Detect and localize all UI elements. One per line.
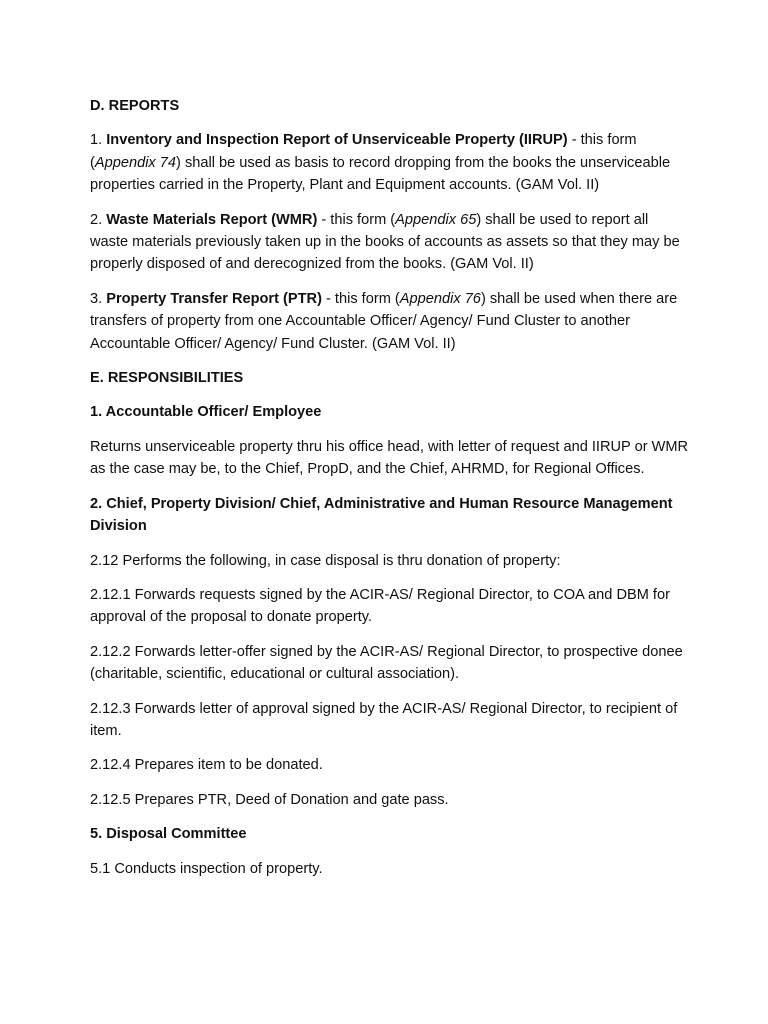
- subsection-disposal-committee-heading: 5. Disposal Committee: [90, 826, 247, 843]
- report-item-appendix: Appendix 76: [399, 290, 481, 307]
- document-page: [90, 95, 690, 880]
- paragraph-2-12-1: 2.12.1 Forwards requests signed by the ACIR-AS/ Regional Director, to COA and DBM for approval of the proposal to donate property.: [90, 586, 670, 626]
- report-item-title: Property Transfer Report (PTR): [106, 290, 322, 307]
- report-item-pre: - this form (: [90, 132, 637, 171]
- report-item-description: ) shall be used to report all waste materials previously taken up in the books of accounts as assets so that they may be properly disposed of and derecognized from the books. (GAM Vol. II): [90, 211, 680, 273]
- report-item-ptr: [90, 288, 690, 355]
- paragraph-2-12-5: 2.12.5 Prepares PTR, Deed of Donation and gate pass.: [90, 791, 449, 808]
- report-item-iirup: [90, 129, 690, 196]
- report-item-number: 3.: [90, 290, 107, 307]
- report-item-number: 2.: [90, 211, 107, 228]
- report-item-number: 1.: [90, 132, 107, 149]
- report-item-title: Inventory and Inspection Report of Unserviceable Property (IIRUP): [106, 132, 568, 149]
- report-item-description: ) shall be used as basis to record dropping from the books the unserviceable properties carried in the Property, Plant and Equipment accounts. (GAM Vol. II): [90, 154, 671, 194]
- report-item-title: Waste Materials Report (WMR): [106, 211, 318, 228]
- paragraph-2-12: 2.12 Performs the following, in case disposal is thru donation of property:: [90, 552, 561, 569]
- report-item-description: ) shall be used when there are transfers of property from one Accountable Officer/ Agency/ Fund Cluster to another Accountable Officer/ Agency/ Fund Cluster. (GAM Vol. II): [90, 290, 678, 352]
- report-item-pre: - this form (: [317, 211, 396, 228]
- subsection-chief-property-heading: 2. Chief, Property Division/ Chief, Administrative and Human Resource Management Division: [90, 495, 673, 535]
- report-item-appendix: Appendix 74: [94, 154, 177, 171]
- subsection-accountable-officer-heading: 1. Accountable Officer/ Employee: [90, 404, 322, 421]
- subsection-accountable-officer-text: Returns unserviceable property thru his office head, with letter of request and IIRUP or WMR as the case may be, to the Chief, PropD, and the Chief, AHRMD, for Regional Offices.: [90, 438, 689, 478]
- paragraph-2-12-2: 2.12.2 Forwards letter-offer signed by the ACIR-AS/ Regional Director, to prospective donee (charitable, scientific, educational or cultural association).: [90, 643, 683, 683]
- paragraph-2-12-4: 2.12.4 Prepares item to be donated.: [90, 757, 323, 774]
- report-item-pre: - this form (: [321, 290, 400, 307]
- paragraph-5-1: 5.1 Conducts inspection of property.: [90, 860, 323, 877]
- section-e-heading: E. RESPONSIBILITIES: [90, 370, 244, 387]
- report-item-wmr: [90, 209, 690, 276]
- paragraph-2-12-3: 2.12.3 Forwards letter of approval signed by the ACIR-AS/ Regional Director, to recipient of item.: [90, 700, 678, 739]
- report-item-appendix: Appendix 65: [395, 211, 477, 228]
- section-d-heading: D. REPORTS: [90, 98, 180, 114]
